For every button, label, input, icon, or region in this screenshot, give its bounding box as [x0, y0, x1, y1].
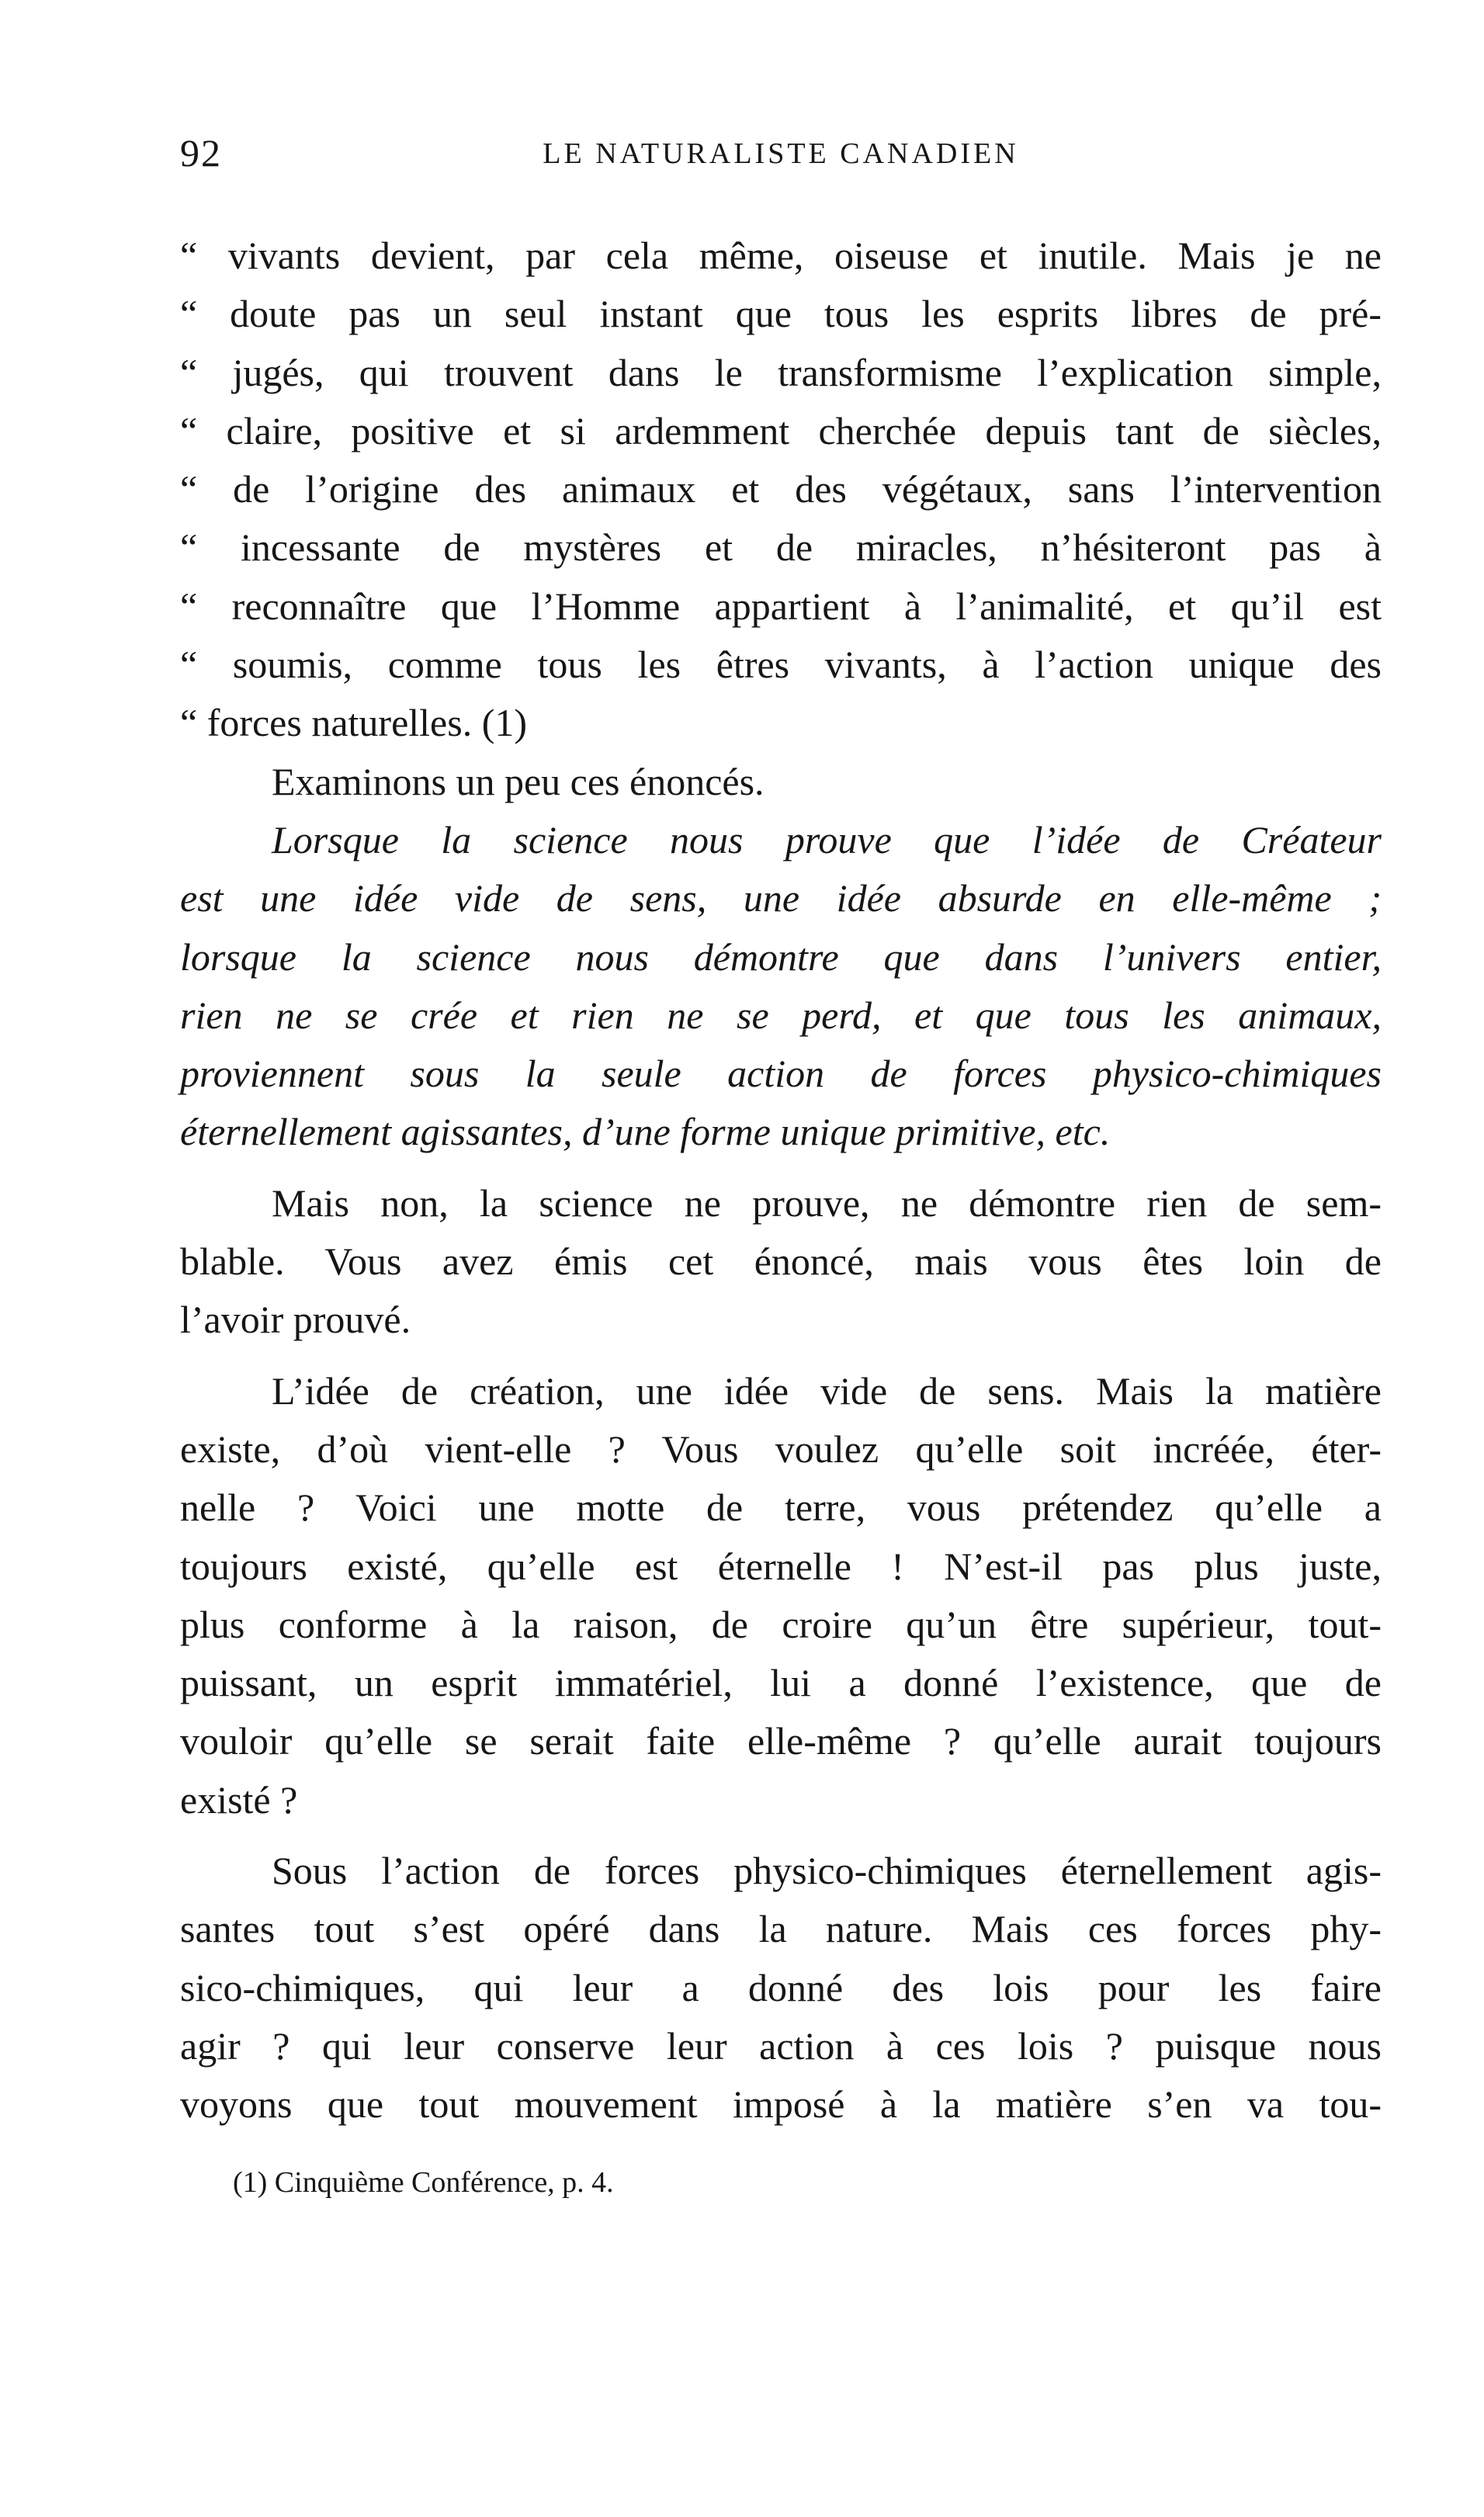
page-number: 92	[180, 131, 222, 175]
paragraph-line: Mais non, la science ne prouve, ne démontre rien de sem-	[272, 1180, 1382, 1225]
footnote: (1) Cinquième Conférence, p. 4.	[233, 2166, 614, 2199]
quote-line: “ claire, positive et si ardemment cherchée depuis tant de siècles,	[180, 408, 1382, 452]
paragraph-gap	[180, 1350, 1382, 1362]
quote-line: “ doute pas un seul instant que tous les esprits libres de pré-	[180, 292, 1382, 336]
paragraph-gap	[180, 1162, 1382, 1174]
paragraph-line: plus conforme à la raison, de croire qu’un être supérieur, tout-	[180, 1602, 1382, 1646]
paragraph-line: Sous l’action de forces physico-chimiques éternellement agis-	[272, 1849, 1382, 1893]
paragraph-line: nelle ? Voici une motte de terre, vous prétendez qu’elle a	[180, 1486, 1382, 1530]
paragraph-3	[180, 1842, 1382, 2134]
quote-line: “ forces naturelles. (1)	[180, 701, 527, 745]
italic-line: éternellement agissantes, d’une forme unique primitive, etc.	[180, 1110, 1111, 1154]
italic-line: lorsque la science nous démontre que dans l’univers entier,	[180, 934, 1382, 979]
paragraph-1	[180, 1174, 1382, 1350]
paragraph-line: voyons que tout mouvement imposé à la matière s’en va tou-	[180, 2082, 1382, 2127]
paragraph-line: L’idée de création, une idée vide de sens. Mais la matière	[272, 1368, 1382, 1413]
paragraph-line: sico-chimiques, qui leur a donné des lois pour les faire	[180, 1965, 1382, 2009]
paragraph-line: toujours existé, qu’elle est éternelle ! N’est-il pas plus juste,	[180, 1544, 1382, 1588]
paragraph-line: vouloir qu’elle se serait faite elle-même ? qu’elle aurait toujours	[180, 1719, 1382, 1763]
paragraph-2	[180, 1362, 1382, 1829]
quote-line: “ incessante de mystères et de miracles, n’hésiteront pas à	[180, 525, 1382, 570]
quote-line: “ reconnaître que l’Homme appartient à l’animalité, et qu’il est	[180, 584, 1382, 628]
italic-line: rien ne se crée et rien ne se perd, et que tous les animaux,	[180, 993, 1382, 1037]
quotation-block	[180, 227, 1382, 753]
paragraph-line: l’avoir prouvé.	[180, 1298, 411, 1342]
main-text	[180, 227, 1382, 2134]
examine-line: Examinons un peu ces énoncés.	[272, 759, 765, 803]
page-header	[180, 130, 1382, 185]
paragraph-line: puissant, un esprit immatériel, lui a donné l’existence, que de	[180, 1661, 1382, 1705]
paragraph-gap	[180, 1829, 1382, 1842]
paragraph-line: agir ? qui leur conserve leur action à ces lois ? puisque nous	[180, 2023, 1382, 2068]
quote-line: “ jugés, qui trouvent dans le transformisme l’explication simple,	[180, 350, 1382, 394]
paragraph-line: existe, d’où vient-elle ? Vous voulez qu’elle soit incréée, éter-	[180, 1427, 1382, 1471]
quote-line: “ de l’origine des animaux et des végétaux, sans l’intervention	[180, 467, 1382, 511]
quote-line: “ vivants devient, par cela même, oiseuse et inutile. Mais je ne	[180, 234, 1382, 277]
italic-line: Lorsque la science nous prouve que l’idée de Créateur	[272, 817, 1382, 862]
italic-line: proviennent sous la seule action de forces physico-chimiques	[180, 1052, 1382, 1096]
paragraph-line: existé ?	[180, 1777, 298, 1822]
paragraph-line: blable. Vous avez émis cet énoncé, mais vous êtes loin de	[180, 1239, 1382, 1284]
quote-line: “ soumis, comme tous les êtres vivants, à l’action unique des	[180, 643, 1382, 687]
paragraph-line: santes tout s’est opéré dans la nature. Mais ces forces phy-	[180, 1907, 1382, 1951]
running-head: LE NATURALISTE CANADIEN	[543, 137, 1019, 170]
italic-line: est une idée vide de sens, une idée absurde en elle-même ;	[180, 876, 1382, 920]
italic-statement	[180, 811, 1382, 1162]
